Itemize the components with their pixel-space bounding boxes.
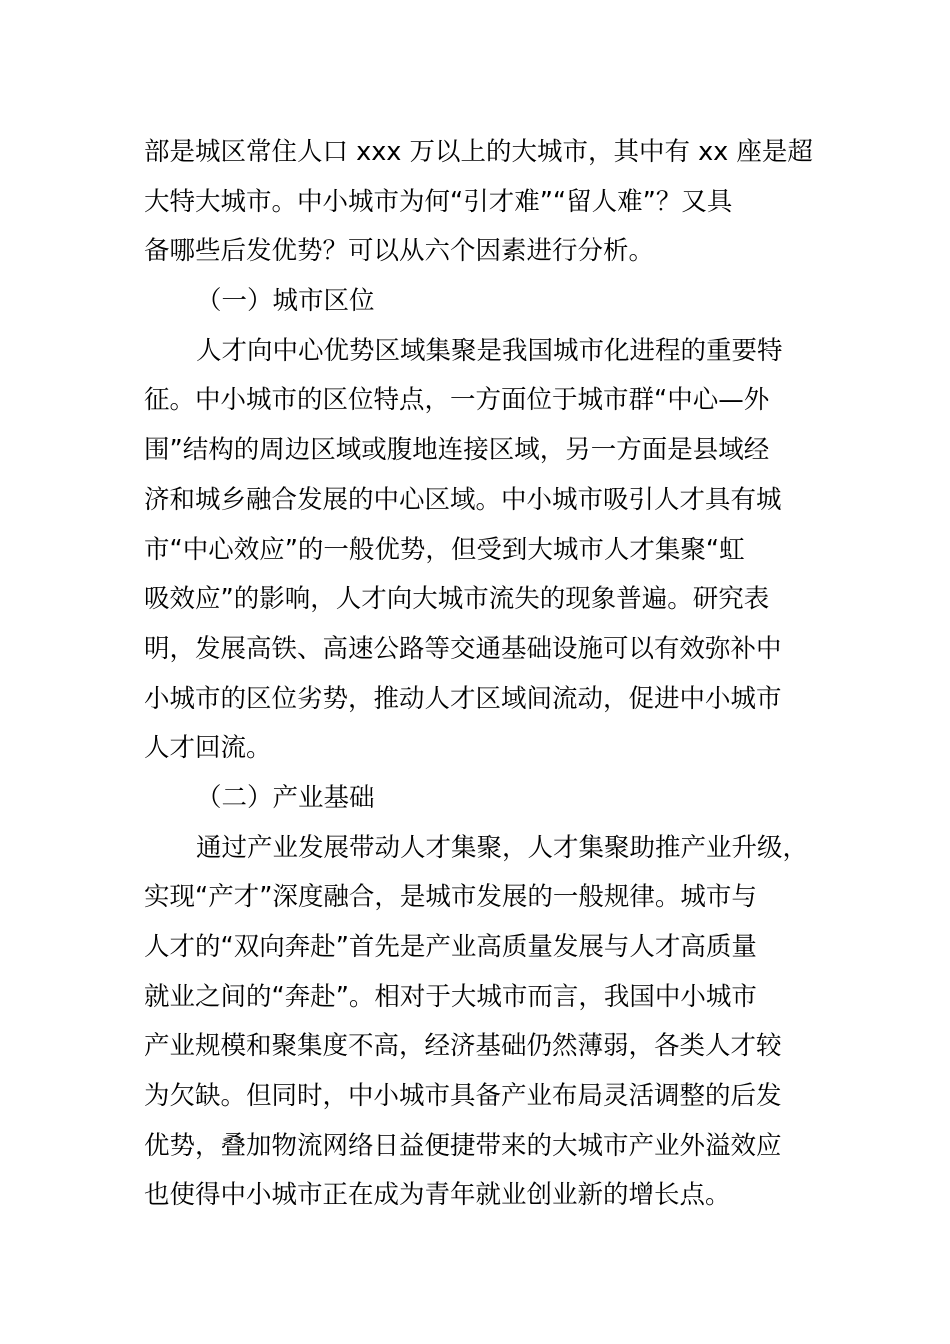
section-heading: （二）产业基础 — [196, 782, 375, 813]
text-line: 征。中小城市的区位特点，一方面位于城市群“中心—外 — [144, 385, 770, 416]
text-line: 产业规模和聚集度不高，经济基础仍然薄弱，各类人才较 — [144, 1031, 782, 1062]
text-line: 吸效应”的影响，人才向大城市流失的现象普遍。研究表 — [144, 584, 770, 615]
section-heading: （一）城市区位 — [196, 286, 375, 317]
text-line: 也使得中小城市正在成为青年就业创业新的增长点。 — [144, 1180, 731, 1211]
text-line: 小城市的区位劣势，推动人才区域间流动，促进中小城市 — [144, 683, 782, 714]
text-line: 部是城区常住人口 xxx 万以上的大城市，其中有 xx 座是超 — [144, 137, 813, 167]
text-line: 备哪些后发优势？可以从六个因素进行分析。 — [144, 236, 655, 267]
text-line: 为欠缺。但同时，中小城市具备产业布局灵活调整的后发 — [144, 1081, 782, 1112]
text-line: 人才向中心优势区域集聚是我国城市化进程的重要特 — [196, 335, 783, 366]
text-line: 市“中心效应”的一般优势，但受到大城市人才集聚“虹 — [144, 534, 745, 565]
text-line: 通过产业发展带动人才集聚，人才集聚助推产业升级， — [196, 832, 809, 863]
text-line: 人才回流。 — [144, 733, 272, 764]
text-line: 济和城乡融合发展的中心区域。中小城市吸引人才具有城 — [144, 484, 782, 515]
text-line: 明，发展高铁、高速公路等交通基础设施可以有效弥补中 — [144, 633, 782, 664]
document-body — [144, 128, 844, 1221]
text-line: 优势，叠加物流网络日益便捷带来的大城市产业外溢效应 — [144, 1130, 782, 1161]
text-line: 大特大城市。中小城市为何“引才难”“留人难”？又具 — [144, 186, 733, 217]
text-line: 人才的“双向奔赴”首先是产业高质量发展与人才高质量 — [144, 932, 757, 962]
text-line: 就业之间的“奔赴”。相对于大城市而言，我国中小城市 — [144, 981, 757, 1012]
text-line: 围”结构的周边区域或腹地连接区域，另一方面是县域经 — [144, 435, 770, 466]
text-line: 实现“产才”深度融合，是城市发展的一般规律。城市与 — [144, 882, 757, 913]
